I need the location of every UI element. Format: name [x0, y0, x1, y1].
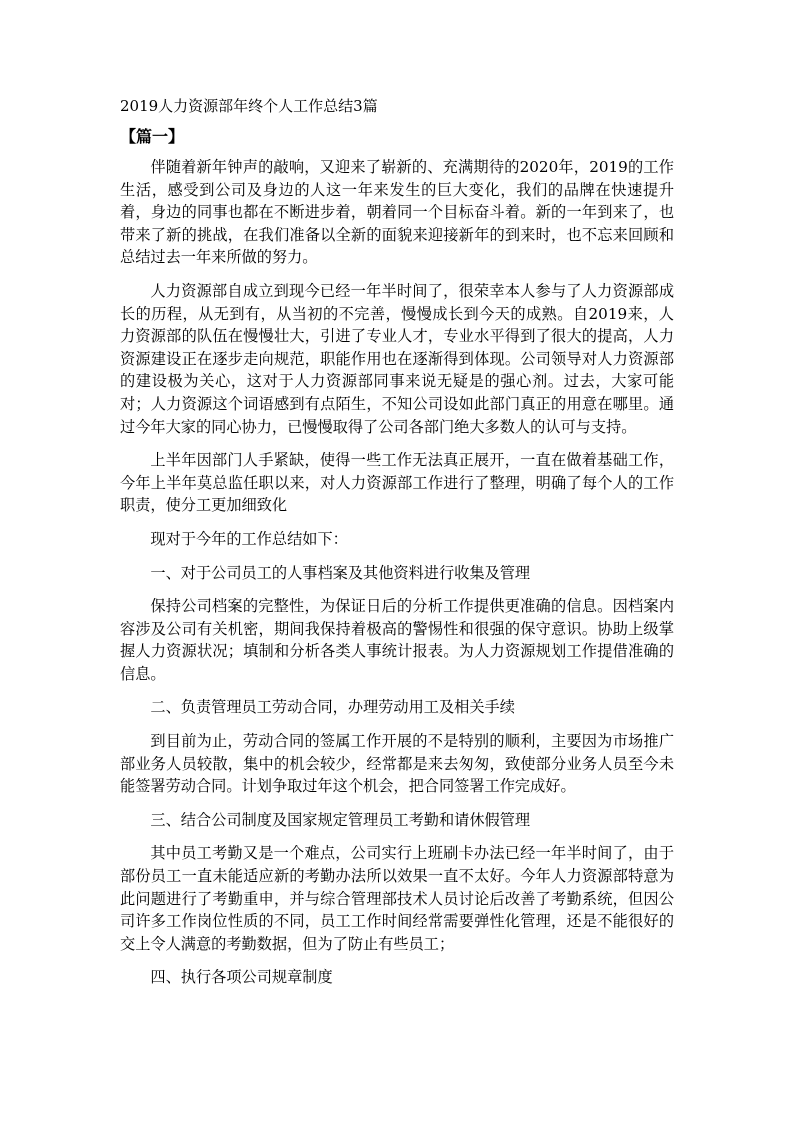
summary-intro: 现对于今年的工作总结如下： — [150, 529, 348, 548]
section-label: 【篇一】 — [120, 127, 185, 146]
paragraph-1: 伴随着新年钟声的敲响，又迎来了崭新的、充满期待的2020年，2019的工作生活，感受到公司及身边的人这一年来发生的巨大变化，我们的品牌在快速提升着，身边的同事也都在不断进步着，朝着同一个目标奋斗着。新的一年到来了，也带来了新的挑战，在我们准备以全新的面貌来迎接新年的到来时，也不忘来回顾和总结过去一年来所做的努力。 — [120, 158, 674, 267]
item-heading-3: 三、结合公司制度及国家规定管理员工考勤和请休假管理 — [150, 810, 531, 829]
item-heading-1: 一、对于公司员工的人事档案及其他资料进行收集及管理 — [150, 563, 531, 582]
paragraph-5: 到目前为止，劳动合同的签属工作开展的不是特别的顺利，主要因为市场推广部业务人员较散，集中的机会较少，经常都是来去匆匆，致使部分业务人员至今未能签署劳动合同。计划争取过年这个机会，把合同签署工作完成好。 — [120, 732, 674, 796]
paragraph-2: 人力资源部自成立到现今已经一年半时间了，很荣幸本人参与了人力资源部成长的历程，从无到有，从当初的不完善，慢慢成长到今天的成熟。自2019来，人力资源部的队伍在慢慢壮大，引进了专业人才，专业水平得到了很大的提高，人力资源建设正在逐步走向规范，职能作用也在逐渐得到体现。公司领导对人力资源部的建设极为关心，这对于人力资源部同事来说无疑是的强心剂。过去，大家可能对；人力资源这个词语感到有点陌生，不知公司设如此部门真正的用意在哪里。通过今年大家的同心协力，已慢慢取得了公司各部门绝大多数人的认可与支持。 — [120, 281, 674, 436]
item-heading-2: 二、负责管理员工劳动合同，办理劳动用工及相关手续 — [150, 698, 515, 717]
paragraph-3: 上半年因部门人手紧缺，使得一些工作无法真正展开，一直在做着基础工作，今年上半年莫总监任职以来，对人力资源部工作进行了整理，明确了每个人的工作职责，使分工更加细致化 — [120, 451, 674, 515]
paragraph-4: 保持公司档案的完整性，为保证日后的分析工作提供更准确的信息。因档案内容涉及公司有关机密，期间我保持着极高的警惕性和很强的保守意识。协助上级掌握人力资源状况；填制和分析各类人事统计报表。为人力资源规划工作提借准确的信息。 — [120, 597, 674, 683]
paragraph-6: 其中员工考勤又是一个难点，公司实行上班刷卡办法已经一年半时间了，由于部份员工一直未能适应新的考勤办法所以效果一直不太好。今年人力资源部特意为此问题进行了考勤重申，并与综合管理部技术人员讨论后改善了考勤系统，但因公司许多工作岗位性质的不同，员工工作时间经常需要弹性化管理，还是不能很好的交上令人满意的考勤数据，但为了防止有些员工； — [120, 844, 674, 953]
document-title: 2019人力资源部年终个人工作总结3篇 — [120, 97, 378, 115]
item-heading-4: 四、执行各项公司规章制度 — [150, 968, 333, 987]
document-content — [120, 96, 674, 1000]
